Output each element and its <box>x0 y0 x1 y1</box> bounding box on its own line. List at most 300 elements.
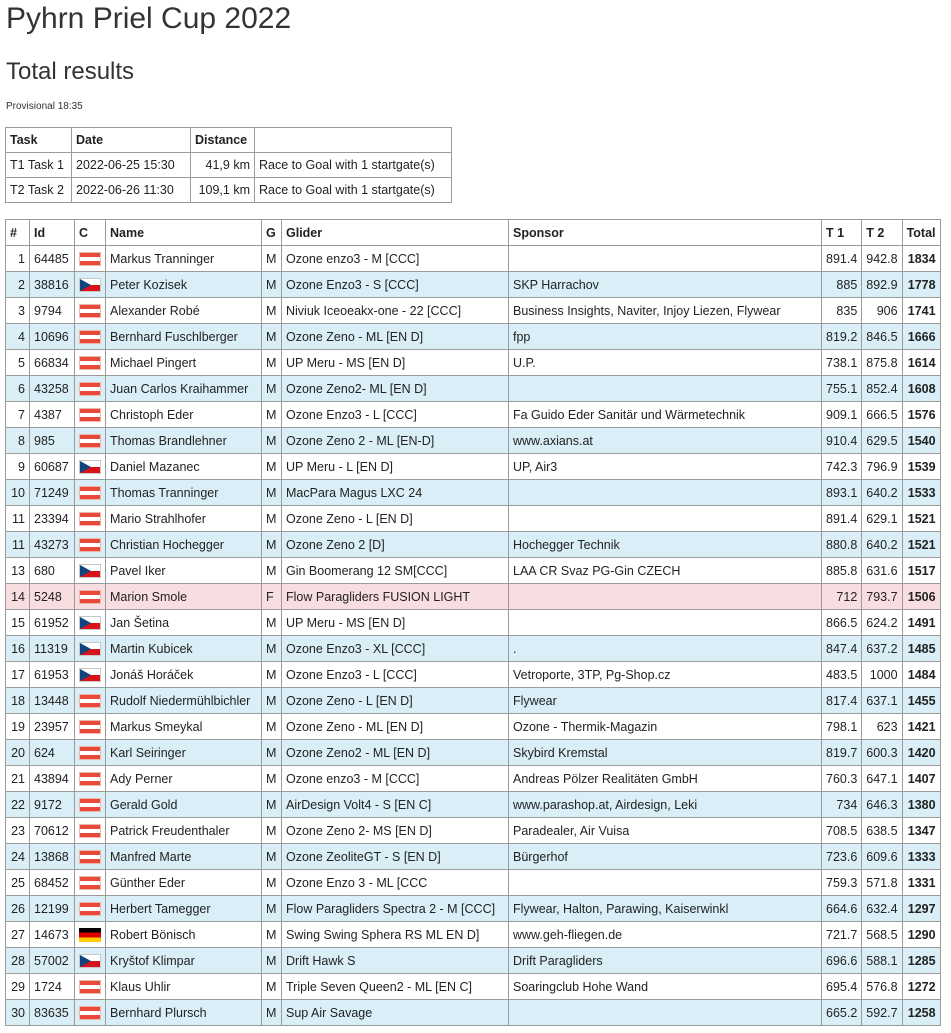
glider-cell: Ozone Enzo3 - S [CCC] <box>282 272 509 298</box>
rank-cell: 20 <box>6 740 30 766</box>
total-score: 1297 <box>902 896 940 922</box>
country-cell <box>75 480 106 506</box>
t2-score: 852.4 <box>862 376 902 402</box>
rank-cell: 9 <box>6 454 30 480</box>
rank-cell: 4 <box>6 324 30 350</box>
gender-cell: M <box>262 688 282 714</box>
total-score: 1576 <box>902 402 940 428</box>
task-name: T1 Task 1 <box>6 153 72 178</box>
glider-cell: Ozone Zeno - ML [EN D] <box>282 714 509 740</box>
t1-score: 760.3 <box>822 766 862 792</box>
flag-at-icon <box>79 486 101 500</box>
id-cell: 14673 <box>30 922 75 948</box>
t2-score: 875.8 <box>862 350 902 376</box>
gender-cell: M <box>262 844 282 870</box>
country-cell <box>75 662 106 688</box>
result-row <box>6 246 941 272</box>
task-distance: 109,1 km <box>191 178 255 203</box>
col-header-total: Total <box>902 220 940 246</box>
t1-score: 759.3 <box>822 870 862 896</box>
tasks-header-date: Date <box>72 128 191 153</box>
total-score: 1506 <box>902 584 940 610</box>
result-row <box>6 298 941 324</box>
gender-cell: M <box>262 324 282 350</box>
total-score: 1778 <box>902 272 940 298</box>
gender-cell: M <box>262 246 282 272</box>
rank-cell: 26 <box>6 896 30 922</box>
sponsor-cell: Soaringclub Hohe Wand <box>509 974 822 1000</box>
id-cell: 23957 <box>30 714 75 740</box>
id-cell: 66834 <box>30 350 75 376</box>
total-score: 1517 <box>902 558 940 584</box>
rank-cell: 29 <box>6 974 30 1000</box>
col-header-glider: Glider <box>282 220 509 246</box>
rank-cell: 30 <box>6 1000 30 1026</box>
t2-score: 796.9 <box>862 454 902 480</box>
id-cell: 624 <box>30 740 75 766</box>
t2-score: 571.8 <box>862 870 902 896</box>
gender-cell: M <box>262 532 282 558</box>
flag-at-icon <box>79 330 101 344</box>
id-cell: 11319 <box>30 636 75 662</box>
glider-cell: Ozone Zeno2- ML [EN D] <box>282 376 509 402</box>
glider-cell: Drift Hawk S <box>282 948 509 974</box>
flag-at-icon <box>79 980 101 994</box>
flag-at-icon <box>79 590 101 604</box>
tasks-header-type <box>255 128 452 153</box>
id-cell: 985 <box>30 428 75 454</box>
country-cell <box>75 922 106 948</box>
id-cell: 13868 <box>30 844 75 870</box>
country-cell <box>75 974 106 1000</box>
rank-cell: 10 <box>6 480 30 506</box>
rank-cell: 11 <box>6 532 30 558</box>
id-cell: 9794 <box>30 298 75 324</box>
t1-score: 817.4 <box>822 688 862 714</box>
pilot-name: Thomas Brandlehner <box>106 428 262 454</box>
glider-cell: Ozone Zeno - L [EN D] <box>282 506 509 532</box>
tasks-table <box>5 127 452 203</box>
glider-cell: Gin Boomerang 12 SM[CCC] <box>282 558 509 584</box>
id-cell: 43894 <box>30 766 75 792</box>
t1-score: 664.6 <box>822 896 862 922</box>
t2-score: 637.2 <box>862 636 902 662</box>
pilot-name: Jonáš Horáček <box>106 662 262 688</box>
flag-at-icon <box>79 252 101 266</box>
col-header-country: C <box>75 220 106 246</box>
rank-cell: 7 <box>6 402 30 428</box>
flag-at-icon <box>79 434 101 448</box>
t2-score: 647.1 <box>862 766 902 792</box>
pilot-name: Herbert Tamegger <box>106 896 262 922</box>
rank-cell: 19 <box>6 714 30 740</box>
pilot-name: Robert Bönisch <box>106 922 262 948</box>
sponsor-cell: Flywear <box>509 688 822 714</box>
result-row <box>6 558 941 584</box>
flag-at-icon <box>79 304 101 318</box>
total-score: 1420 <box>902 740 940 766</box>
glider-cell: UP Meru - L [EN D] <box>282 454 509 480</box>
t2-score: 629.5 <box>862 428 902 454</box>
result-row <box>6 870 941 896</box>
sponsor-cell: Andreas Pölzer Realitäten GmbH <box>509 766 822 792</box>
id-cell: 23394 <box>30 506 75 532</box>
t2-score: 846.5 <box>862 324 902 350</box>
result-row <box>6 350 941 376</box>
flag-at-icon <box>79 356 101 370</box>
sponsor-cell: Paradealer, Air Vuisa <box>509 818 822 844</box>
flag-at-icon <box>79 850 101 864</box>
task-type: Race to Goal with 1 startgate(s) <box>255 153 452 178</box>
result-row <box>6 792 941 818</box>
id-cell: 70612 <box>30 818 75 844</box>
country-cell <box>75 766 106 792</box>
t2-score: 1000 <box>862 662 902 688</box>
glider-cell: Ozone enzo3 - M [CCC] <box>282 766 509 792</box>
t1-score: 798.1 <box>822 714 862 740</box>
rank-cell: 23 <box>6 818 30 844</box>
gender-cell: M <box>262 402 282 428</box>
country-cell <box>75 896 106 922</box>
results-header-row <box>6 220 941 246</box>
col-header-gender: G <box>262 220 282 246</box>
country-cell <box>75 870 106 896</box>
t1-score: 885.8 <box>822 558 862 584</box>
id-cell: 12199 <box>30 896 75 922</box>
total-score: 1258 <box>902 1000 940 1026</box>
results-table <box>5 219 941 1026</box>
t1-score: 819.2 <box>822 324 862 350</box>
t1-score: 483.5 <box>822 662 862 688</box>
t2-score: 640.2 <box>862 532 902 558</box>
gender-cell: M <box>262 350 282 376</box>
t1-score: 847.4 <box>822 636 862 662</box>
sponsor-cell: www.axians.at <box>509 428 822 454</box>
t2-score: 646.3 <box>862 792 902 818</box>
flag-at-icon <box>79 772 101 786</box>
t2-score: 637.1 <box>862 688 902 714</box>
pilot-name: Günther Eder <box>106 870 262 896</box>
rank-cell: 13 <box>6 558 30 584</box>
id-cell: 4387 <box>30 402 75 428</box>
t2-score: 600.3 <box>862 740 902 766</box>
glider-cell: MacPara Magus LXC 24 <box>282 480 509 506</box>
pilot-name: Mario Strahlhofer <box>106 506 262 532</box>
t2-score: 568.5 <box>862 922 902 948</box>
t1-score: 891.4 <box>822 506 862 532</box>
t1-score: 742.3 <box>822 454 862 480</box>
sponsor-cell: fpp <box>509 324 822 350</box>
id-cell: 38816 <box>30 272 75 298</box>
t2-score: 629.1 <box>862 506 902 532</box>
t2-score: 631.6 <box>862 558 902 584</box>
pilot-name: Peter Kozisek <box>106 272 262 298</box>
glider-cell: UP Meru - MS [EN D] <box>282 350 509 376</box>
result-row <box>6 324 941 350</box>
t2-score: 793.7 <box>862 584 902 610</box>
t1-score: 696.6 <box>822 948 862 974</box>
country-cell <box>75 1000 106 1026</box>
sponsor-cell: Bürgerhof <box>509 844 822 870</box>
pilot-name: Klaus Uhlir <box>106 974 262 1000</box>
sponsor-cell <box>509 506 822 532</box>
task-type: Race to Goal with 1 startgate(s) <box>255 178 452 203</box>
country-cell <box>75 688 106 714</box>
id-cell: 61953 <box>30 662 75 688</box>
flag-at-icon <box>79 694 101 708</box>
flag-at-icon <box>79 1006 101 1020</box>
page-subtitle: Total results <box>6 58 135 85</box>
pilot-name: Marion Smole <box>106 584 262 610</box>
result-row <box>6 428 941 454</box>
rank-cell: 3 <box>6 298 30 324</box>
pilot-name: Alexander Robé <box>106 298 262 324</box>
country-cell <box>75 428 106 454</box>
sponsor-cell <box>509 584 822 610</box>
country-cell <box>75 324 106 350</box>
total-score: 1484 <box>902 662 940 688</box>
task-distance: 41,9 km <box>191 153 255 178</box>
glider-cell: Ozone Zeno - ML [EN D] <box>282 324 509 350</box>
pilot-name: Patrick Freudenthaler <box>106 818 262 844</box>
country-cell <box>75 350 106 376</box>
gender-cell: M <box>262 974 282 1000</box>
country-cell <box>75 272 106 298</box>
pilot-name: Bernhard Fuschlberger <box>106 324 262 350</box>
t2-score: 892.9 <box>862 272 902 298</box>
gender-cell: M <box>262 610 282 636</box>
flag-cz-icon <box>79 460 101 474</box>
gender-cell: M <box>262 818 282 844</box>
pilot-name: Michael Pingert <box>106 350 262 376</box>
rank-cell: 6 <box>6 376 30 402</box>
t1-score: 910.4 <box>822 428 862 454</box>
sponsor-cell <box>509 870 822 896</box>
total-score: 1533 <box>902 480 940 506</box>
id-cell: 5248 <box>30 584 75 610</box>
gender-cell: M <box>262 1000 282 1026</box>
sponsor-cell: UP, Air3 <box>509 454 822 480</box>
total-score: 1741 <box>902 298 940 324</box>
pilot-name: Juan Carlos Kraihammer <box>106 376 262 402</box>
t2-score: 942.8 <box>862 246 902 272</box>
id-cell: 68452 <box>30 870 75 896</box>
total-score: 1331 <box>902 870 940 896</box>
pilot-name: Kryštof Klimpar <box>106 948 262 974</box>
glider-cell: UP Meru - MS [EN D] <box>282 610 509 636</box>
task-date: 2022-06-26 11:30 <box>72 178 191 203</box>
result-row <box>6 740 941 766</box>
t1-score: 885 <box>822 272 862 298</box>
col-header-t2: T 2 <box>862 220 902 246</box>
result-row <box>6 636 941 662</box>
glider-cell: Flow Paragliders FUSION LIGHT <box>282 584 509 610</box>
sponsor-cell <box>509 610 822 636</box>
tasks-header-row <box>6 128 452 153</box>
rank-cell: 1 <box>6 246 30 272</box>
sponsor-cell: U.P. <box>509 350 822 376</box>
col-header-id: Id <box>30 220 75 246</box>
rank-cell: 24 <box>6 844 30 870</box>
flag-at-icon <box>79 798 101 812</box>
t2-score: 640.2 <box>862 480 902 506</box>
result-row <box>6 948 941 974</box>
id-cell: 10696 <box>30 324 75 350</box>
t1-score: 708.5 <box>822 818 862 844</box>
sponsor-cell: Vetroporte, 3TP, Pg-Shop.cz <box>509 662 822 688</box>
t1-score: 755.1 <box>822 376 862 402</box>
country-cell <box>75 558 106 584</box>
gender-cell: M <box>262 922 282 948</box>
pilot-name: Karl Seiringer <box>106 740 262 766</box>
total-score: 1666 <box>902 324 940 350</box>
t2-score: 632.4 <box>862 896 902 922</box>
flag-at-icon <box>79 512 101 526</box>
flag-at-icon <box>79 902 101 916</box>
flag-cz-icon <box>79 278 101 292</box>
page-title: Pyhrn Priel Cup 2022 <box>6 2 292 35</box>
glider-cell: Ozone Zeno 2 - ML [EN-D] <box>282 428 509 454</box>
result-row <box>6 896 941 922</box>
rank-cell: 11 <box>6 506 30 532</box>
total-score: 1272 <box>902 974 940 1000</box>
gender-cell: M <box>262 558 282 584</box>
sponsor-cell <box>509 376 822 402</box>
gender-cell: F <box>262 584 282 610</box>
result-row <box>6 844 941 870</box>
pilot-name: Bernhard Plursch <box>106 1000 262 1026</box>
sponsor-cell <box>509 1000 822 1026</box>
sponsor-cell: Drift Paragliders <box>509 948 822 974</box>
sponsor-cell: www.parashop.at, Airdesign, Leki <box>509 792 822 818</box>
rank-cell: 25 <box>6 870 30 896</box>
flag-at-icon <box>79 720 101 734</box>
pilot-name: Rudolf Niedermühlbichler <box>106 688 262 714</box>
country-cell <box>75 506 106 532</box>
sponsor-cell: SKP Harrachov <box>509 272 822 298</box>
gender-cell: M <box>262 766 282 792</box>
id-cell: 680 <box>30 558 75 584</box>
pilot-name: Pavel Iker <box>106 558 262 584</box>
flag-cz-icon <box>79 642 101 656</box>
rank-cell: 27 <box>6 922 30 948</box>
result-row <box>6 454 941 480</box>
sponsor-cell: Hochegger Technik <box>509 532 822 558</box>
gender-cell: M <box>262 376 282 402</box>
total-score: 1407 <box>902 766 940 792</box>
sponsor-cell: Fa Guido Eder Sanitär und Wärmetechnik <box>509 402 822 428</box>
glider-cell: Ozone Enzo3 - L [CCC] <box>282 402 509 428</box>
t2-score: 592.7 <box>862 1000 902 1026</box>
country-cell <box>75 948 106 974</box>
rank-cell: 5 <box>6 350 30 376</box>
task-row <box>6 178 452 203</box>
glider-cell: Sup Air Savage <box>282 1000 509 1026</box>
col-header-name: Name <box>106 220 262 246</box>
glider-cell: AirDesign Volt4 - S [EN C] <box>282 792 509 818</box>
total-score: 1421 <box>902 714 940 740</box>
gender-cell: M <box>262 662 282 688</box>
gender-cell: M <box>262 740 282 766</box>
t2-score: 906 <box>862 298 902 324</box>
total-score: 1521 <box>902 532 940 558</box>
country-cell <box>75 454 106 480</box>
total-score: 1290 <box>902 922 940 948</box>
country-cell <box>75 714 106 740</box>
flag-at-icon <box>79 876 101 890</box>
t1-score: 893.1 <box>822 480 862 506</box>
flag-cz-icon <box>79 616 101 630</box>
total-score: 1333 <box>902 844 940 870</box>
pilot-name: Christoph Eder <box>106 402 262 428</box>
rank-cell: 28 <box>6 948 30 974</box>
result-row <box>6 922 941 948</box>
t2-score: 609.6 <box>862 844 902 870</box>
total-score: 1540 <box>902 428 940 454</box>
flag-de-icon <box>79 928 101 942</box>
flag-at-icon <box>79 382 101 396</box>
result-row <box>6 402 941 428</box>
glider-cell: Ozone Enzo3 - L [CCC] <box>282 662 509 688</box>
id-cell: 64485 <box>30 246 75 272</box>
country-cell <box>75 636 106 662</box>
gender-cell: M <box>262 896 282 922</box>
total-score: 1380 <box>902 792 940 818</box>
t1-score: 721.7 <box>822 922 862 948</box>
result-row <box>6 376 941 402</box>
country-cell <box>75 584 106 610</box>
pilot-name: Jan Šetina <box>106 610 262 636</box>
flag-at-icon <box>79 824 101 838</box>
tasks-header-distance: Distance <box>191 128 255 153</box>
total-score: 1614 <box>902 350 940 376</box>
pilot-name: Martin Kubicek <box>106 636 262 662</box>
tasks-header-task: Task <box>6 128 72 153</box>
sponsor-cell: Flywear, Halton, Parawing, Kaiserwinkl <box>509 896 822 922</box>
result-row <box>6 610 941 636</box>
id-cell: 60687 <box>30 454 75 480</box>
flag-cz-icon <box>79 564 101 578</box>
gender-cell: M <box>262 298 282 324</box>
sponsor-cell <box>509 480 822 506</box>
id-cell: 57002 <box>30 948 75 974</box>
pilot-name: Gerald Gold <box>106 792 262 818</box>
gender-cell: M <box>262 454 282 480</box>
glider-cell: Ozone enzo3 - M [CCC] <box>282 246 509 272</box>
flag-at-icon <box>79 408 101 422</box>
total-score: 1834 <box>902 246 940 272</box>
t2-score: 666.5 <box>862 402 902 428</box>
id-cell: 43258 <box>30 376 75 402</box>
result-row <box>6 818 941 844</box>
t1-score: 712 <box>822 584 862 610</box>
gender-cell: M <box>262 480 282 506</box>
pilot-name: Thomas Tranninger <box>106 480 262 506</box>
t1-score: 866.5 <box>822 610 862 636</box>
country-cell <box>75 844 106 870</box>
glider-cell: Ozone Enzo3 - XL [CCC] <box>282 636 509 662</box>
country-cell <box>75 818 106 844</box>
t2-score: 624.2 <box>862 610 902 636</box>
total-score: 1491 <box>902 610 940 636</box>
id-cell: 13448 <box>30 688 75 714</box>
col-header-sponsor: Sponsor <box>509 220 822 246</box>
gender-cell: M <box>262 428 282 454</box>
col-header-t1: T 1 <box>822 220 862 246</box>
result-row <box>6 480 941 506</box>
t1-score: 891.4 <box>822 246 862 272</box>
country-cell <box>75 402 106 428</box>
